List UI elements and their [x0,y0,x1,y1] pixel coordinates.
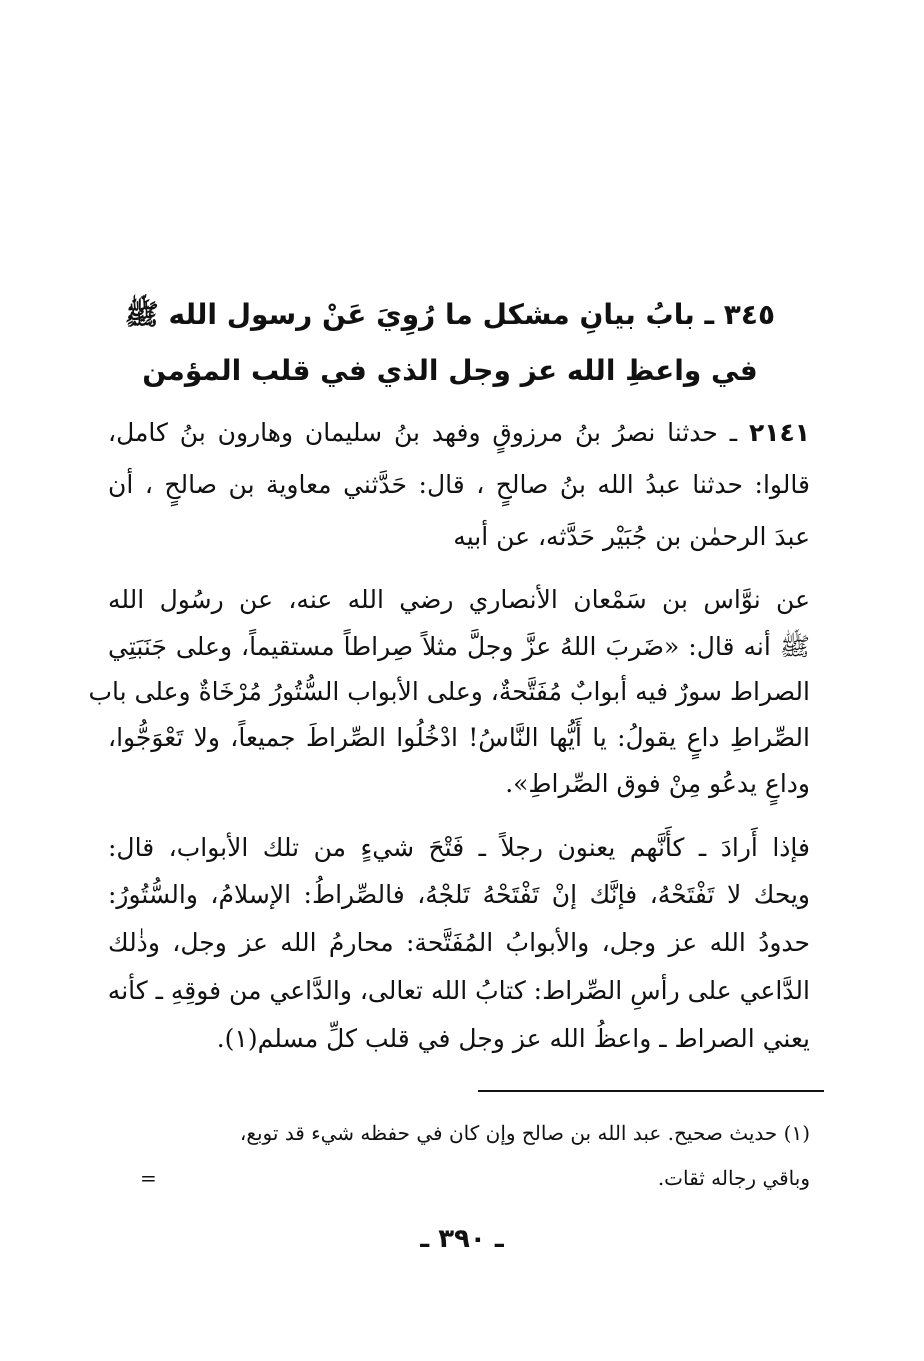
hadith-number: ٢١٤١ [748,418,810,447]
chapter-heading-line-2: في واعظِ الله عز وجل الذي في قلب المؤمن [142,354,758,387]
text-line: الدَّاعي على رأسِ الصِّراط: كتابُ الله تعالى، والدَّاعي من فوقِهِ ـ كأنه [107,976,810,1005]
text-line: عن نوَّاس بن سَمْعان الأنصاري رضي الله عنه، عن رسُول الله [108,585,810,614]
footnote-separator [478,1090,824,1092]
text-line: الصِّراطِ داعٍ يقولُ: يا أَيُّها النَّاسُ! ادْخُلُوا الصِّراطَ جميعاً، ولا تَعْوَجُّوا، [108,723,810,752]
text-line: فإذا أَرادَ ـ كأَنَّهم يعنون رجلاً ـ فَتْحَ شيءٍ من تلك الأبواب، قال: [108,833,810,862]
text-line: ويحك لا تَفْتَحْهُ، فإنَّك إنْ تَفْتَحْهُ تَلجْهُ، فالصِّراطُ: الإسلامُ، والسُّتُورُ: [108,880,810,909]
footnote-line: وباقي رجاله ثقات. [657,1166,810,1190]
text-line: الصراط سورٌ فيه أبوابٌ مُفَتَّحةٌ، وعلى الأبواب السُّتُورُ مُرْخَاةٌ وعلى باب [88,677,810,706]
text-line: وداعٍ يدعُو مِنْ فوق الصِّراطِ». [505,769,810,798]
text-line: ﷺ أنه قال: «ضَربَ اللهُ عزَّ وجلَّ مثلاً صِراطاً مستقيماً، وعلى جَنَبَتِي [108,632,810,661]
page-number: ـ ٣٩٠ ـ [420,1224,504,1254]
text-line: يعني الصراط ـ واعظُ الله عز وجل في قلب كلِّ مسلم(١). [216,1024,810,1053]
text-line: ـ حدثنا نصرُ بنُ مرزوقٍ وفهد بنُ سليمان وهارون بنُ كامل، [108,418,738,447]
text-line: قالوا: حدثنا عبدُ الله بنُ صالحٍ ، قال: حَدَّثني معاوية بن صالحٍ ، أن [108,470,810,499]
chapter-heading-line-1: ٣٤٥ ـ بابُ بيانِ مشكل ما رُوِيَ عَنْ رسول الله ﷺ [124,298,776,331]
text-line: حدودُ الله عز وجل، والأبوابُ المُفَتَّحة: محارمُ الله عز وجل، وذٰلك [108,928,810,957]
text-line: عبدَ الرحمٰن بن جُبَيْر حَدَّثه، عن أبيه [453,522,810,551]
hadith-first-line [108,418,810,447]
continuation-mark: = [140,1166,157,1190]
footnote-line: (١) حديث صحيح. عبد الله بن صالح وإن كان في حفظه شيء قد توبع، [239,1121,810,1145]
